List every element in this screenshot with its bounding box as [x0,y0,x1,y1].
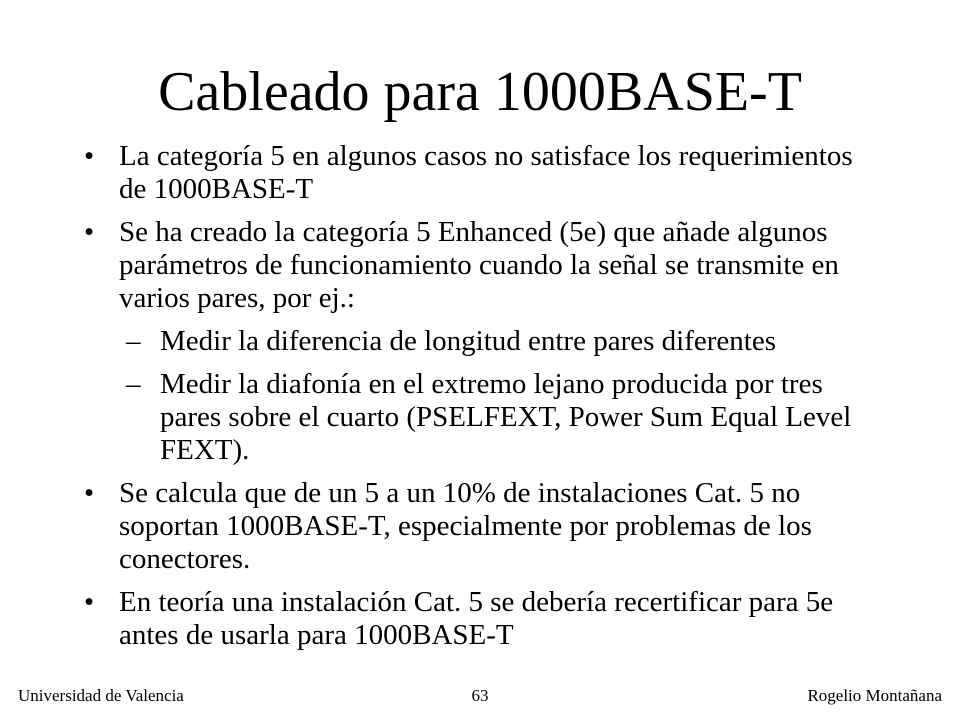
bullet-marker: • [84,586,95,618]
bullet-marker: • [84,140,95,172]
bullet-text: En teoría una instalación Cat. 5 se debería recertificar para 5e antes de usarla para 1000BASE-T [119,586,834,651]
bullet-item [76,586,876,652]
slide-title: Cableado para 1000BASE-T [158,61,802,123]
bullet-marker: • [84,216,95,248]
sub-bullet-item [76,325,876,358]
footer-page-number: 63 [471,686,489,705]
sub-bullet-text: Medir la diafonía en el extremo lejano producida por tres pares sobre el cuarto (PSELFEXT, Power Sum Equal Level FEXT). [160,368,852,466]
bullet-item [76,216,876,315]
bullet-text: Se calcula que de un 5 a un 10% de instalaciones Cat. 5 no soportan 1000BASE-T, especialmente por problemas de los conectores. [119,477,812,575]
bullet-marker: • [84,477,95,509]
slide-content [76,140,876,662]
bullet-text: La categoría 5 en algunos casos no satisface los requerimientos de 1000BASE-T [119,140,853,205]
bullet-item [76,140,876,206]
bullet-text: Se ha creado la categoría 5 Enhanced (5e) que añade algunos parámetros de funcionamiento cuando la señal se transmite en varios pares, por ej.: [119,216,839,314]
bullet-item [76,477,876,576]
dash-marker: – [126,368,141,400]
footer-author: Rogelio Montañana [807,686,942,705]
footer-institution: Universidad de Valencia [18,686,184,705]
dash-marker: – [126,325,141,357]
sub-bullet-text: Medir la diferencia de longitud entre pares diferentes [160,325,776,357]
sub-bullet-item [76,368,876,467]
